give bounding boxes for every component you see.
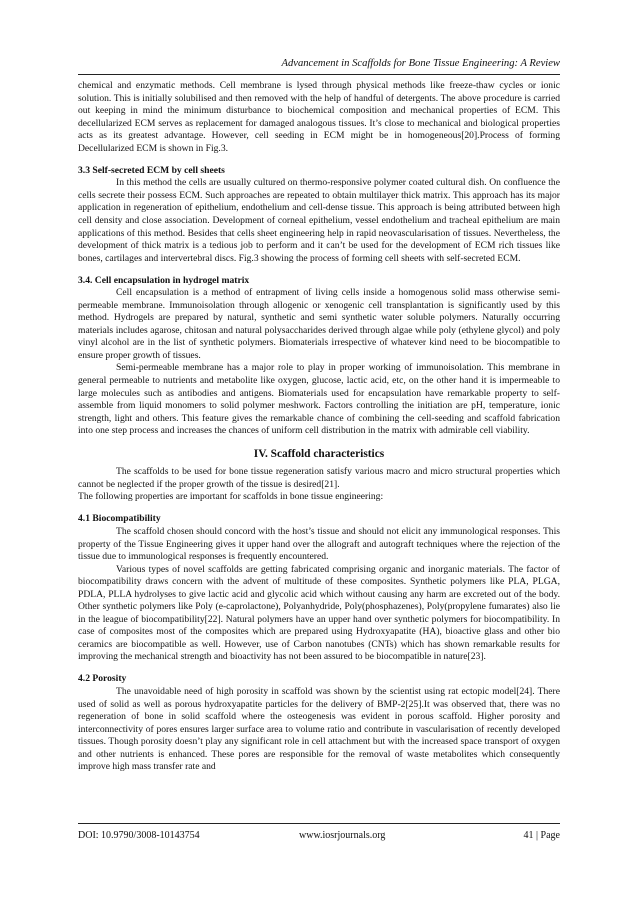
footer-website-link[interactable]: www.iosrjournals.org xyxy=(299,830,386,841)
running-header: Advancement in Scaffolds for Bone Tissue Engineering: A Review xyxy=(281,58,560,69)
section-4-1-paragraph-1: The scaffold chosen should concord with the host’s tissue and should not elicit any immunological responses. This property of the Tissue Engineering gives it upper hand over the allograft and autograft techniques where the rejection of the tissue due to immunological responses is frequently encountered. xyxy=(78,525,560,563)
section-3-4-paragraph-2: Semi-permeable membrane has a major role to play in proper working of immunoisolation. This membrane in general permeable to nutrients and metabolite like oxygen, glucose, lactic acid, etc, on the other hand it is impermeable to large molecules such as antibodies and antigens. Biomaterials used for encapsulation have remarkable property to self-assemble from liquid monomers to solid polymer meshwork. Factors controlling the initiation are pH, temperature, ionic strength, light and others. This feature gives the remarkable chance of combining the cell-seeding and scaffold fabrication into one step process and increases the chances of uniform cell distribution in the matrix with admirable cell viability. xyxy=(78,362,560,437)
section-3-4-paragraph-1: Cell encapsulation is a method of entrapment of living cells inside a homogenous solid mass otherwise semi-permeable membrane. Immunoisolation through allogenic or xenogenic cell transplantation is significantly used by this method. Hydrogels are prepared by natural, synthetic and semi synthetic water soluble polymers. Naturally occurring materials includes agarose, chitosan and natural polysaccharides derived through algae while poly (ethylene glycol) and poly vinyl alcohol are in the list of synthetic polymers. Biomaterials irrespective of whatever kind need to be biocompatible to ensure proper growth of tissues. xyxy=(78,287,560,361)
section-4-paragraph-1: The scaffolds to be used for bone tissue regeneration satisfy various macro and micro structural properties which cannot be neglected if the proper growth of the tissue is desired[21]. xyxy=(78,466,560,490)
section-3-3-paragraph: In this method the cells are usually cultured on thermo-responsive polymer coated cultural dish. On confluence the cells secrete their possess ECM. Such approaches are repeated to obtain multilayer thick matrix. This approach has its major application in regeneration of epithelium, endothelium and cell-dense tissue. This approach is being attributed between high cell density and close association. Development of corneal epithelium, vessel endothelium and tracheal epithelium are main applications of this method. Besides that cells sheet engineering help in rapid neovascularisation of tissues. Nevertheless, the development of thick matrix is a tedious job to perform and it can’t be used for the development of ECM rich tissues like bones, cartilages and intervertebral discs. Fig.3 showing the process of forming cell sheets with self-secreted ECM. xyxy=(78,177,560,264)
header-rule xyxy=(78,74,560,75)
body-text xyxy=(78,80,560,774)
section-4-2-paragraph: The unavoidable need of high porosity in scaffold was shown by the scientist using rat ectopic model[24]. There used of solid as well as porous hydroxyapatite particles for the delivery of BMP-2[25].It was observed that, there was no regeneration of bone in solid scaffold where the osteogenesis was evident in porous scaffold. Higher porosity and interconnectivity of pores ensures larger surface area to volume ratio and contribute in vascularisation of recently developed tissues. Though porosity doesn’t play any significant role in cell attachment but with the increased space transport of oxygen and other nutrients is enhanced. These pores are responsible for the removal of waste metabolites which consequently improve high mass transfer rate and xyxy=(78,686,560,773)
section-4-2-heading: 4.2 Porosity xyxy=(78,673,127,685)
section-4-1-paragraph-2: Various types of novel scaffolds are getting fabricated comprising organic and inorganic materials. The factor of biocompatibility draws concern with the advent of multitude of these composites. Synthetic polymers like PLA, PLGA, PDLA, PLLA hydrolyses to give lactic acid and glycolic acid which without causing any harm are excreted out of the body. Other synthetic polymers like Poly (e-caprolactone), Polyanhydride, Poly(phosphazenes), Poly(propylene fumarates) also lie in the league of biocompatibility[22]. Natural polymers have an upper hand over synthetic polymers for biocompatibility. In case of composites most of the composites which are prepared using Hydroxyapatite (HA), bioactive glass and other bio ceramics are biocompatible as well. However, use of Carbon nanotubes (CNTs) which has shown remarkable results for improving the mechanical strength and bioactivity has not been assured to be biocompatible in nature[23]. xyxy=(78,563,560,663)
section-4-paragraph-2: The following properties are important for scaffolds in bone tissue engineering: xyxy=(78,491,384,503)
footer-page-number: 41 | Page xyxy=(523,830,560,841)
section-4-1-heading: 4.1 Biocompatibility xyxy=(78,513,161,525)
section-3-3-heading: 3.3 Self-secreted ECM by cell sheets xyxy=(78,164,225,176)
section-4-heading: IV. Scaffold characteristics xyxy=(253,448,385,461)
footer-doi: DOI: 10.9790/3008-10143754 xyxy=(78,830,200,841)
intro-paragraph: chemical and enzymatic methods. Cell membrane is lysed through physical methods like freeze-thaw cycles or ionic solution. This is initially solubilised and then removed with the help of handful of detergents. The above procedure is carried out keeping in mind the minimum disturbance to biochemical composition and mechanical properties of ECM. This decellularized ECM serves as replacement for damaged analogous tissues. It’s close to mechanical and biological properties acts as its greatest advantage. However, cell seeding in ECM might be in homogeneous[20].Process of forming Decellularized ECM is shown in Fig.3. xyxy=(78,80,560,154)
section-3-4-heading: 3.4. Cell encapsulation in hydrogel matrix xyxy=(78,274,250,286)
footer-rule xyxy=(78,823,560,824)
page-footer xyxy=(78,829,560,842)
